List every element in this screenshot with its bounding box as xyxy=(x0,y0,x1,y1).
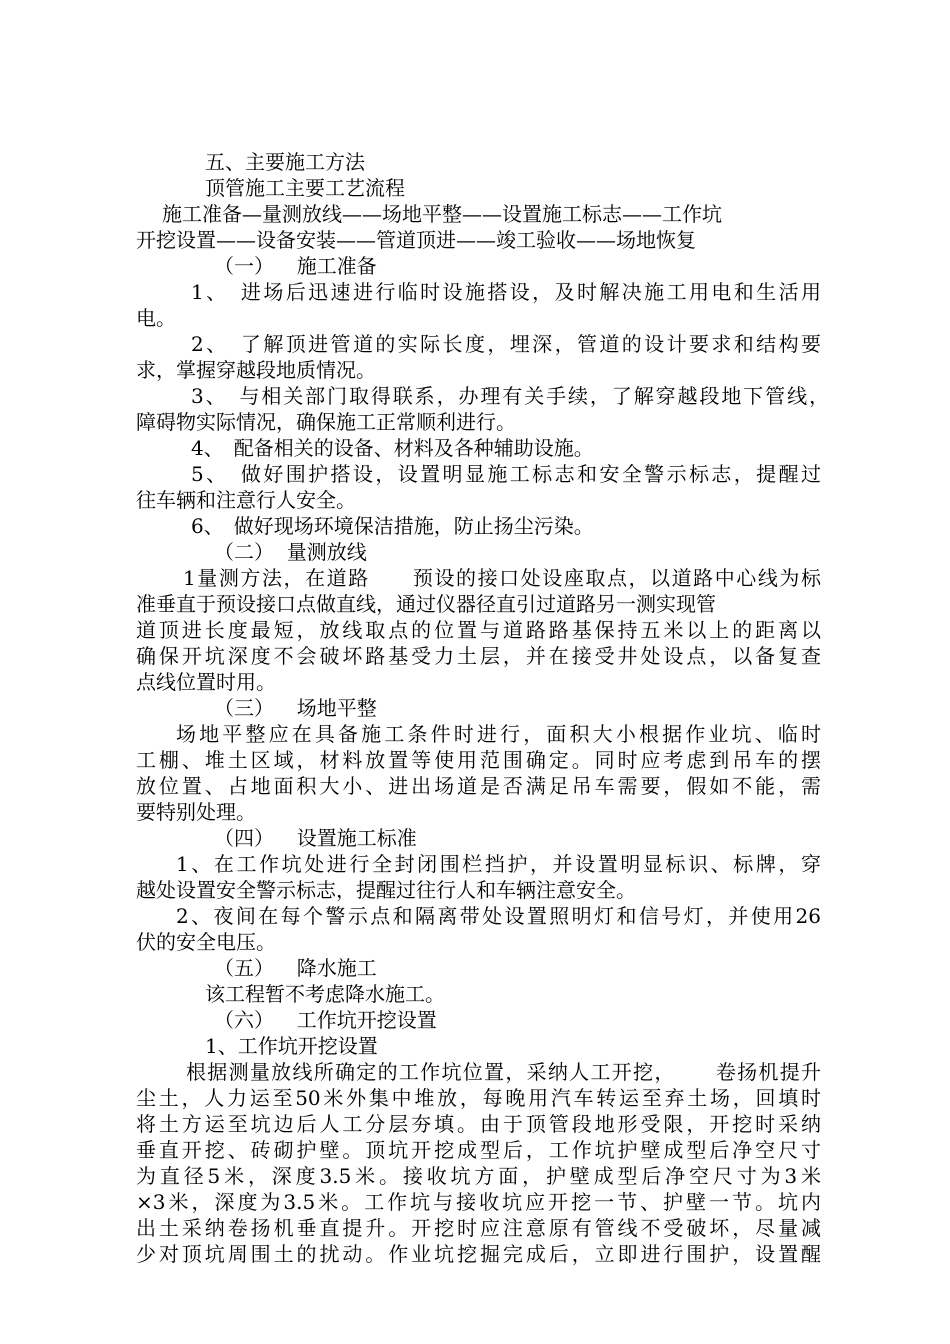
paragraph-line: 施工准备—量测放线——场地平整——设置施工标志——工作坑 xyxy=(162,202,722,226)
paragraph-line: 要特别处理。 xyxy=(136,800,256,824)
paragraph-line: 6、 做好现场环境保洁措施，防止扬尘污染。 xyxy=(191,514,594,538)
paragraph-line: 道顶进长度最短，放线取点的位置与道路路基保持五米以上的距离以 xyxy=(136,618,821,642)
paragraph-line: 少对顶坑周围土的扰动。作业坑挖掘完成后，立即进行围护，设置醒 xyxy=(136,1242,821,1266)
subsection-heading-6: （六） 工作坑开挖设置 xyxy=(214,1008,437,1032)
paragraph-line: 出土采纳卷扬机垂直提升。开挖时应注意原有管线不受破坏，尽量减 xyxy=(136,1216,821,1240)
paragraph-line: 5、 做好围护搭设，设置明显施工标志和安全警示标志，提醒过 xyxy=(191,462,821,486)
paragraph-line: 将土方运至坑边后人工分层夯填。由于顶管段地形受限，开挖时采纳 xyxy=(136,1112,821,1136)
paragraph-line: 电。 xyxy=(136,306,176,330)
paragraph-line: 开挖设置——设备安装——管道顶进——竣工验收——场地恢复 xyxy=(136,228,696,252)
paragraph-line: 2、 了解顶进管道的实际长度，埋深，管道的设计要求和结构要 xyxy=(191,332,821,356)
subsection-heading-1: （一） 施工准备 xyxy=(214,254,377,278)
paragraph-line: 1、 进场后迅速进行临时设施搭设，及时解决施工用电和生活用 xyxy=(191,280,821,304)
paragraph-line: 确保开坑深度不会破坏路基受力土层，并在接受井处设点，以备复查 xyxy=(136,644,821,668)
paragraph-line: 伏的安全电压。 xyxy=(136,930,276,954)
section-heading-5: 五、主要施工方法 xyxy=(205,150,365,174)
paragraph-line: 障碍物实际情况，确保施工正常顺利进行。 xyxy=(136,410,516,434)
paragraph-line: 放位置、占地面积大小、进出场道是否满足吊车需要，假如不能，需 xyxy=(136,774,821,798)
subheading-process: 顶管施工主要工艺流程 xyxy=(205,176,405,200)
paragraph-line: 往车辆和注意行人安全。 xyxy=(136,488,356,512)
paragraph-line: 3、 与相关部门取得联系，办理有关手续，了解穿越段地下管线， xyxy=(191,384,829,408)
paragraph-line: 该工程暂不考虑降水施工。 xyxy=(205,982,445,1006)
paragraph-line: 2、夜间在每个警示点和隔离带处设置照明灯和信号灯，并使用26 xyxy=(176,904,821,928)
paragraph-line: 1、工作坑开挖设置 xyxy=(205,1034,378,1058)
paragraph-line: 场地平整应在具备施工条件时进行，面积大小根据作业坑、临时 xyxy=(176,722,821,746)
paragraph-line: 垂直开挖、砖砌护壁。顶坑开挖成型后，工作坑护壁成型后净空尺寸 xyxy=(136,1138,821,1162)
paragraph-line: 根据测量放线所确定的工作坑位置，采纳人工开挖， 卷扬机提升 xyxy=(186,1060,821,1084)
paragraph-line: 求，掌握穿越段地质情况。 xyxy=(136,358,376,382)
paragraph-line: 越处设置安全警示标志，提醒过往行人和车辆注意安全。 xyxy=(136,878,636,902)
paragraph-line: 工棚、堆土区域，材料放置等使用范围确定。同时应考虑到吊车的摆 xyxy=(136,748,821,772)
subsection-heading-4: （四） 设置施工标准 xyxy=(214,826,417,850)
subsection-heading-3: （三） 场地平整 xyxy=(214,696,377,720)
subsection-heading-2: （二） 量测放线 xyxy=(214,540,367,564)
paragraph-line: 1量测方法，在道路 预设的接口处设座取点，以道路中心线为标 xyxy=(183,566,821,590)
paragraph-line: 点线位置时用。 xyxy=(136,670,276,694)
paragraph-line: 准垂直于预设接口点做直线，通过仪器径直引过道路另一测实现管 xyxy=(136,592,716,616)
paragraph-line: 尘土，人力运至50米外集中堆放，每晚用汽车转运至弃土场，回填时 xyxy=(136,1086,821,1110)
paragraph-line: 1、在工作坑处进行全封闭围栏挡护，并设置明显标识、标牌，穿 xyxy=(176,852,821,876)
paragraph-line: 4、 配备相关的设备、材料及各种辅助设施。 xyxy=(191,436,594,460)
paragraph-line: 为直径5米，深度3.5米。接收坑方面，护壁成型后净空尺寸为3米 xyxy=(136,1164,821,1188)
paragraph-line: ×3米，深度为3.5米。工作坑与接收坑应开挖一节、护壁一节。坑内 xyxy=(136,1190,821,1214)
subsection-heading-5: （五） 降水施工 xyxy=(214,956,377,980)
